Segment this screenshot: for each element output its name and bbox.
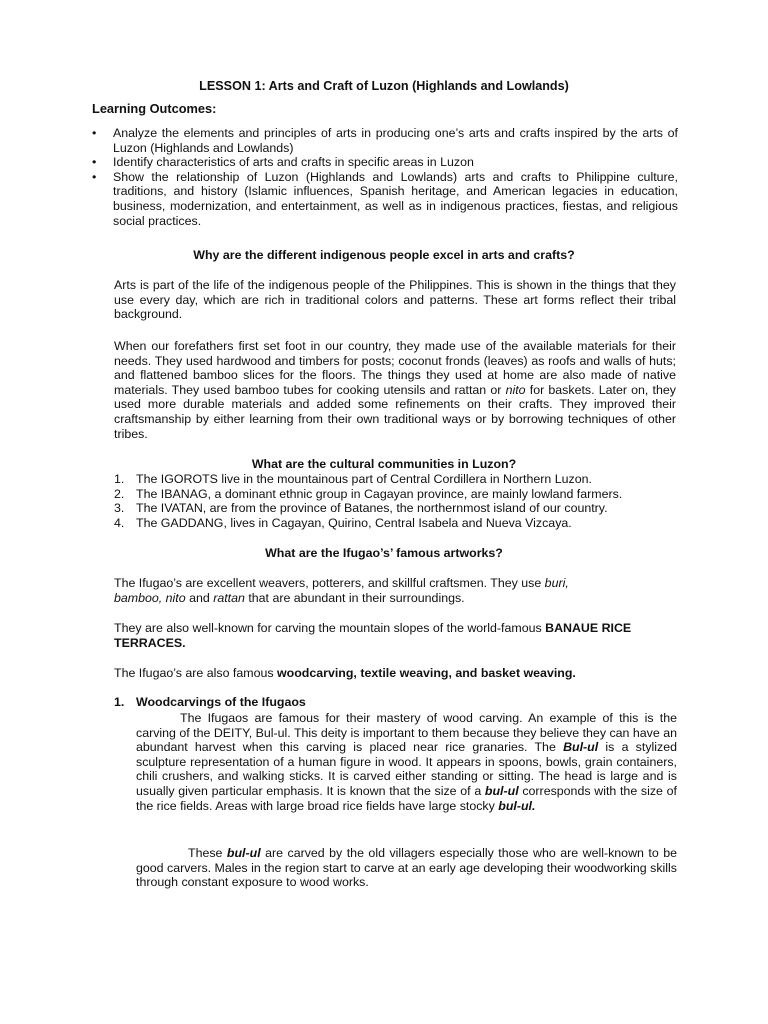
italic-term: bamboo, nito xyxy=(114,590,186,605)
outcome-text: Analyze the elements and principles of arts in producing one’s arts and crafts inspired by the arts of Luzon (Highlands and Lowlands) xyxy=(113,126,678,155)
outcome-text: Identify characteristics of arts and crafts in specific areas in Luzon xyxy=(113,155,474,170)
text-run: These xyxy=(188,846,227,860)
text-run: The Ifugao’s are excellent weavers, potterers, and skillful craftsmen. They use xyxy=(114,576,545,590)
text-run: that are abundant in their surroundings. xyxy=(244,590,465,605)
list-number: 3. xyxy=(114,501,125,516)
community-text: The GADDANG, lives in Cagayan, Quirino, Central Isabela and Nueva Vizcaya. xyxy=(136,515,572,530)
list-item xyxy=(114,516,684,531)
question-heading-communities: What are the cultural communities in Luzon? xyxy=(251,457,517,471)
bullet-icon: • xyxy=(92,169,97,184)
bold-italic-term: bul-ul. xyxy=(498,798,536,813)
list-item xyxy=(92,155,678,170)
list-item xyxy=(92,170,678,228)
text-run: is a stylized sculpture representation of a human figure in wood. It appears in spoons, bowls, grain containers, chili crushers, and walking sticks. It is carved either standing or sitting. The head is large and is usually given particular emphasis. It is known that the size of a xyxy=(136,740,677,798)
bullet-icon: • xyxy=(92,126,97,140)
text-run: corresponds with the size of the rice fields. Areas with large broad rice fields have large stocky xyxy=(136,783,677,813)
italic-term: rattan xyxy=(213,590,245,605)
paragraph-forefathers xyxy=(114,339,676,441)
community-text: The IGOROTS live in the mountainous part of Central Cordillera in Northern Luzon. xyxy=(136,472,592,486)
paragraph-rice-terraces xyxy=(114,621,674,650)
text-run: and xyxy=(185,590,214,605)
list-number: 4. xyxy=(114,515,125,530)
list-number: 2. xyxy=(114,486,125,501)
text-run: for baskets. Later on, they used more durable materials and added some refinements on their crafts. They improved their craftsmanship by either learning from their own traditional ways or by borrowing techniques of other tribes. xyxy=(114,382,676,441)
bold-italic-term: bul-ul xyxy=(226,846,261,860)
bold-italic-term: Bul-ul xyxy=(563,740,599,755)
text-run: The Ifugaos are famous for their mastery of wood carving. An example of this is the carving of the DEITY, Bul-ul. This deity is important to them because they believe they can have an abundant harvest when this carving is placed near rice granaries. The xyxy=(136,711,677,755)
list-item xyxy=(114,501,684,516)
paragraph-arts-life: Arts is part of the life of the indigenous people of the Philippines. This is shown in the things that they use every day, which are rich in traditional colors and patterns. These art forms reflect their tribal background. xyxy=(114,278,676,322)
learning-outcomes-list xyxy=(92,126,678,228)
woodcarvings-heading xyxy=(114,695,306,710)
list-item xyxy=(114,487,684,502)
paragraph-ifugao-weavers xyxy=(114,576,674,605)
list-number: 1. xyxy=(114,472,125,486)
outcome-text: Show the relationship of Luzon (Highlands and Lowlands) arts and crafts to Philippine culture, traditions, and history (Islamic influences, Spanish heritage, and American legacies in education, business, modernization, and entertainment, as well as in indigenous practices, fiestas, and religious social practices. xyxy=(113,169,678,228)
text-run: are carved by the old villagers especially those who are well-known to be good carvers. Males in the region start to carve at an early age developing their woodworking skills through constant exposure to wood works. xyxy=(136,846,677,890)
communities-list xyxy=(114,472,684,530)
paragraph-bulul-carvers xyxy=(136,846,677,890)
italic-term: buri, xyxy=(544,576,569,590)
community-text: The IVATAN, are from the province of Batanes, the northernmost island of our country. xyxy=(136,501,608,516)
list-item xyxy=(92,126,678,155)
text-run: They are also well-known for carving the mountain slopes of the world-famous xyxy=(114,621,546,635)
bold-term: woodcarving, textile weaving, and basket weaving. xyxy=(277,666,576,680)
list-number: 1. xyxy=(114,695,125,709)
lesson-title: LESSON 1: Arts and Craft of Luzon (Highlands and Lowlands) xyxy=(199,79,569,93)
heading-text: Woodcarvings of the Ifugaos xyxy=(136,695,306,709)
italic-term: nito xyxy=(505,382,526,397)
paragraph-woodcarving-mastery xyxy=(136,711,677,813)
text-run: The Ifugao’s are also famous xyxy=(114,666,278,680)
community-text: The IBANAG, a dominant ethnic group in Cagayan province, are mainly lowland farmers. xyxy=(136,486,623,501)
paragraph-famous-crafts xyxy=(114,666,674,681)
bold-italic-term: bul-ul xyxy=(484,783,519,798)
learning-outcomes-heading: Learning Outcomes: xyxy=(92,101,217,116)
text-run: When our forefathers first set foot in our country, they made use of the available materials for their needs. They used hardwood and timbers for posts; coconut fronds (leaves) as roofs and walls of huts; and flattened bamboo slices for the floors. The things they used at home are also made of native materials. They used bamboo tubes for cooking utensils and rattan or xyxy=(114,339,676,397)
list-item xyxy=(114,472,684,487)
bullet-icon: • xyxy=(92,155,97,170)
bold-term: BANAUE RICE TERRACES. xyxy=(114,621,632,650)
question-heading-ifugao: What are the Ifugao’s’ famous artworks? xyxy=(265,546,503,560)
question-heading-excel: Why are the different indigenous people excel in arts and crafts? xyxy=(193,248,575,262)
